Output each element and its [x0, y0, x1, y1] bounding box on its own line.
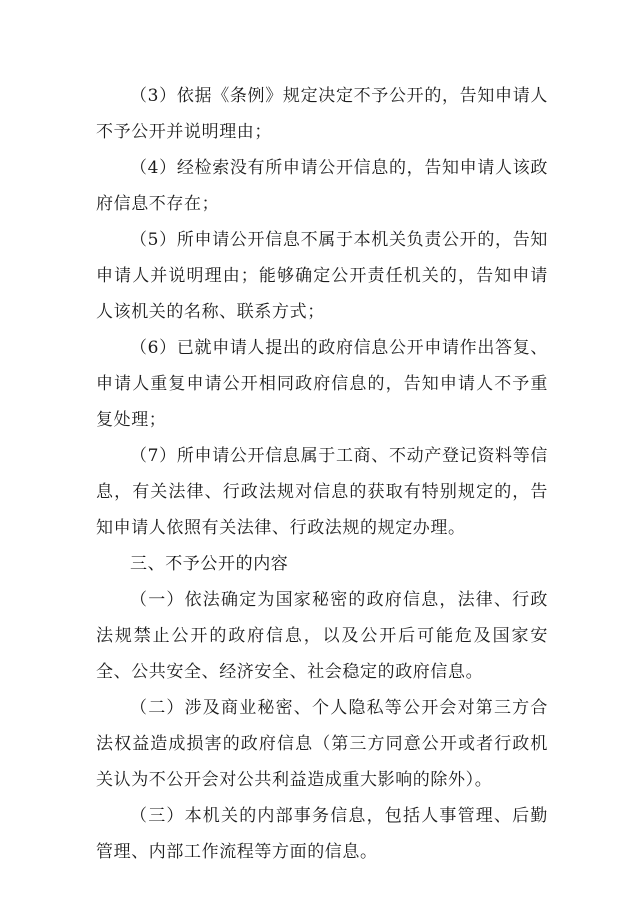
- section-heading: 三、不予公开的内容: [130, 554, 289, 574]
- document-body: [96, 78, 548, 870]
- paragraph-item-5: （5）所申请公开信息不属于本机关负责公开的，告知申请人并说明理由；能够确定公开责任机关的，告知申请人该机关的名称、联系方式；: [96, 230, 548, 322]
- paragraph-item-4: （4）经检索没有所申请公开信息的，告知申请人该政府信息不存在；: [96, 158, 548, 214]
- paragraph-undisclosed-2: （二）涉及商业秘密、个人隐私等公开会对第三方合法权益造成损害的政府信息（第三方同意公开或者行政机关认为不公开会对公共利益造成重大影响的除外）。: [96, 698, 548, 790]
- paragraph-undisclosed-1: （一）依法确定为国家秘密的政府信息，法律、行政法规禁止公开的政府信息，以及公开后可能危及国家安全、公共安全、经济安全、社会稳定的政府信息。: [96, 590, 548, 682]
- paragraph-item-6: （6）已就申请人提出的政府信息公开申请作出答复、申请人重复申请公开相同政府信息的，告知申请人不予重复处理；: [96, 338, 548, 430]
- paragraph-item-7: （7）所申请公开信息属于工商、不动产登记资料等信息，有关法律、行政法规对信息的获取有特别规定的，告知申请人依照有关法律、行政法规的规定办理。: [96, 446, 548, 538]
- paragraph-undisclosed-3: （三）本机关的内部事务信息，包括人事管理、后勤管理、内部工作流程等方面的信息。: [96, 806, 548, 862]
- paragraph-item-3: （3）依据《条例》规定决定不予公开的，告知申请人不予公开并说明理由；: [96, 86, 548, 142]
